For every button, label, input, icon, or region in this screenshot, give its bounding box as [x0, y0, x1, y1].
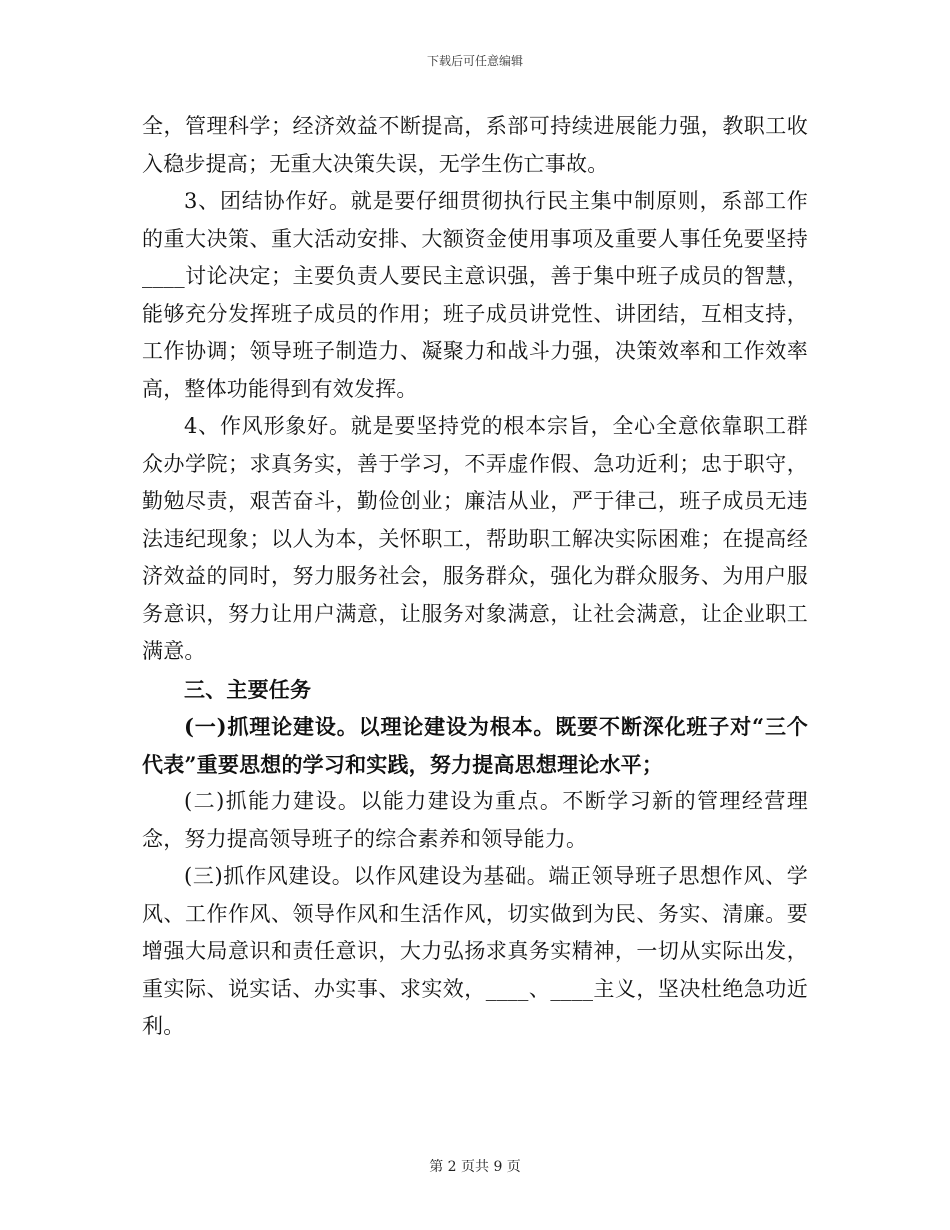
paragraph-unity-cooperation: 3、团结协作好。就是要仔细贯彻执行民主集中制原则，系部工作的重大决策、重大活动安排、大额资金使用事项及重要人事任免要坚持____讨论决定；主要负责人要民主意识强，善于集中班子成员的智慧，能够充分发挥班子成员的作用；班子成员讲党性、讲团结，互相支持，工作协调；领导班子制造力、凝聚力和战斗力强，决策效率和工作效率高，整体功能得到有效发挥。 [142, 189, 808, 401]
paragraph-capability-building: (二)抓能力建设。以能力建设为重点。不断学习新的管理经营理念，努力提高领导班子的综合素养和领导能力。 [142, 789, 808, 851]
paragraph-continuation: 全，管理科学；经济效益不断提高，系部可持续进展能力强，教职工收入稳步提高；无重大决策失误，无学生伤亡事故。 [142, 114, 808, 176]
page-header: 下载后可任意编辑 [426, 54, 523, 68]
document-body [142, 108, 808, 1046]
paragraph-theory-building: (一)抓理论建设。以理论建设为根本。既要不断深化班子对“三个代表”重要思想的学习和实践，努力提高思想理论水平； [142, 714, 808, 777]
paragraph-work-style: 4、作风形象好。就是要坚持党的根本宗旨，全心全意依靠职工群众办学院；求真务实，善于学习，不弄虚作假、急功近利；忠于职守，勤勉尽责，艰苦奋斗，勤俭创业；廉洁从业，严于律己，班子成员无违法违纪现象；以人为本，关怀职工，帮助职工解决实际困难；在提高经济效益的同时，努力服务社会，服务群众，强化为群众服务、为用户服务意识，努力让用户满意，让服务对象满意，让社会满意，让企业职工满意。 [142, 414, 808, 663]
section-heading-main-tasks: 三、主要任务 [184, 676, 312, 702]
page-footer: 第 2 页共 9 页 [429, 1159, 521, 1175]
paragraph-style-building: (三)抓作风建设。以作风建设为基础。端正领导班子思想作风、学风、工作作风、领导作风和生活作风，切实做到为民、务实、清廉。要增强大局意识和责任意识，大力弘扬求真务实精神，一切从实际出发，重实际、说实话、办实事、求实效，____、____主义，坚决杜绝急功近利。 [142, 864, 808, 1038]
